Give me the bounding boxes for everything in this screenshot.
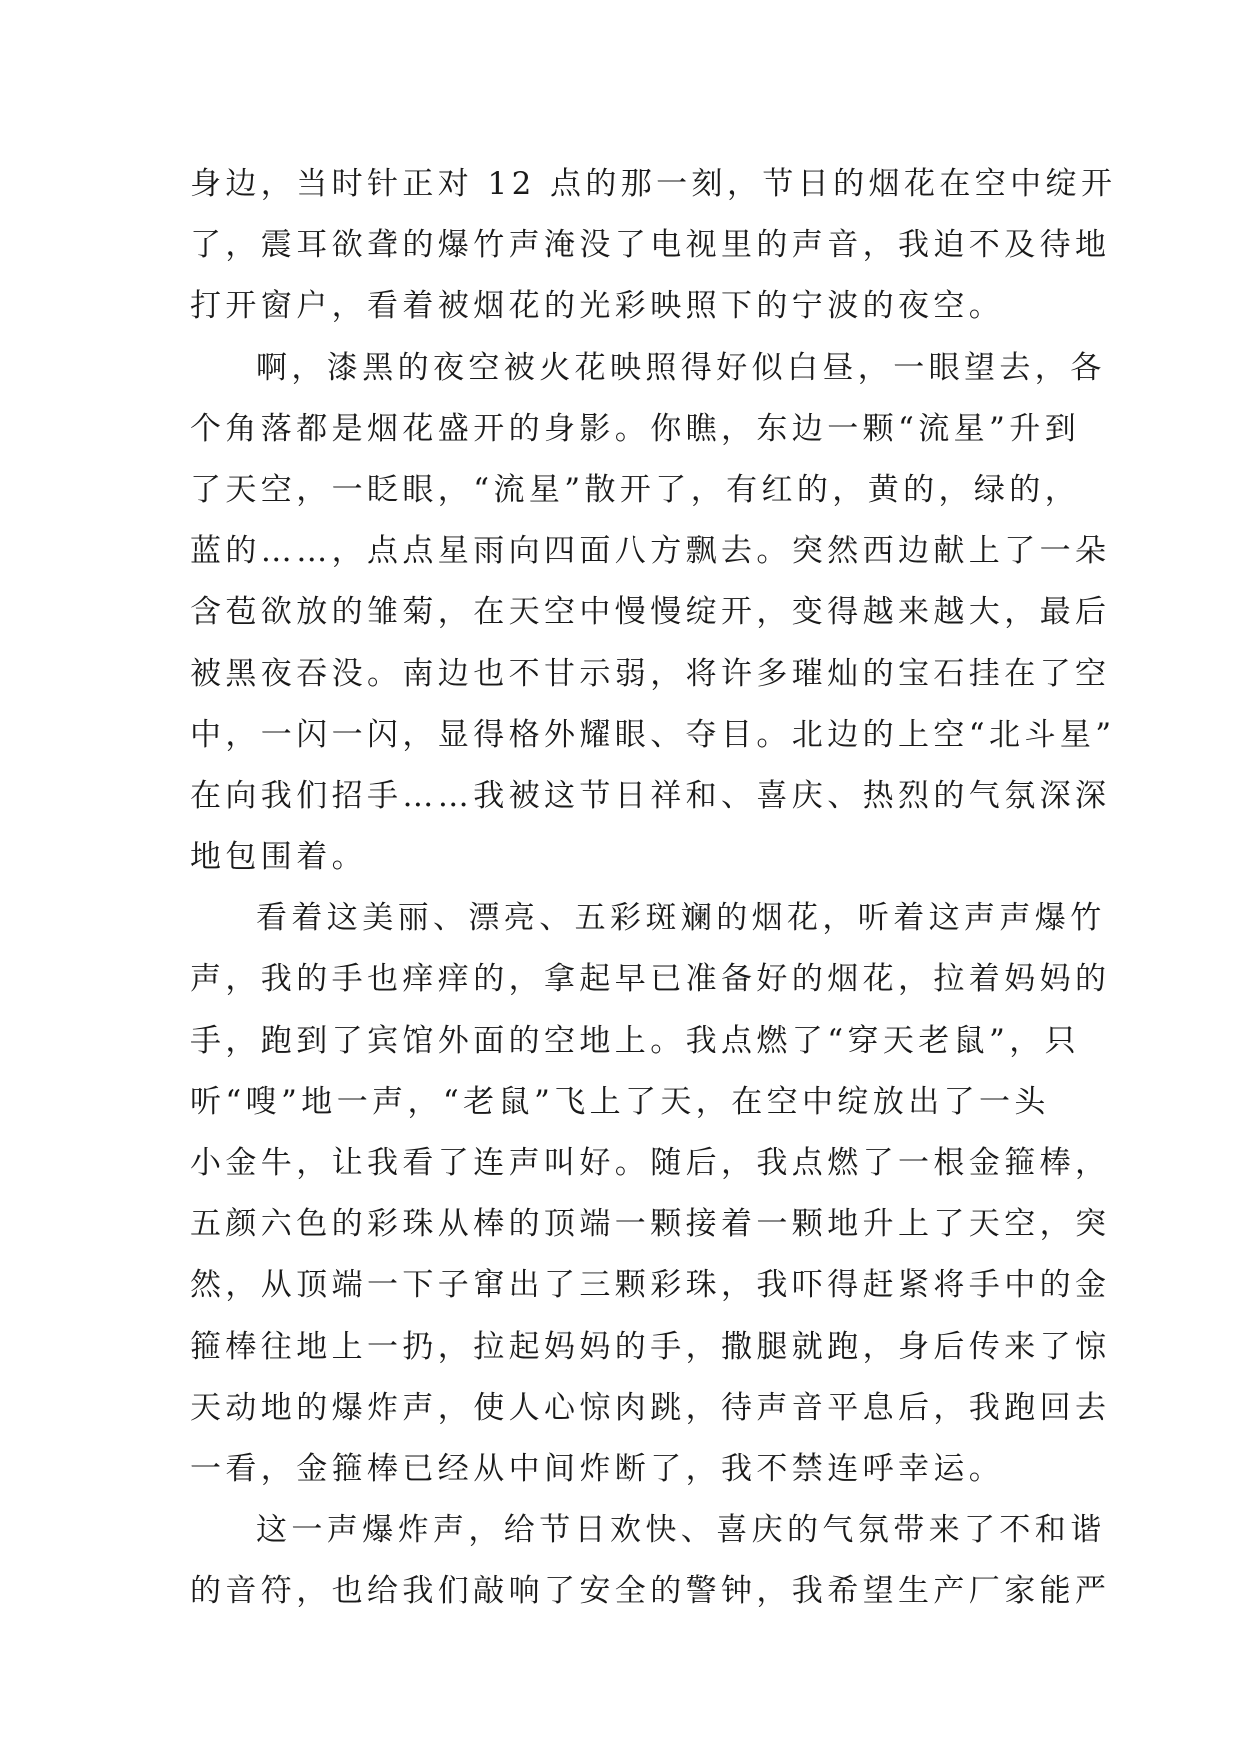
text-line: 蓝的……，点点星雨向四面八方飘去。突然西边献上了一朵 [190, 533, 1111, 570]
text-line: 身边，当时针正对 12 点的那一刻，节日的烟花在空中绽开 [190, 166, 1117, 202]
text-line: 手，跑到了宾馆外面的空地上。我点燃了“穿天老鼠”，只 [190, 1022, 1081, 1059]
text-line: 个角落都是烟花盛开的身影。你瞧，东边一颗“流星”升到 [190, 410, 1081, 447]
text-line: 了，震耳欲聋的爆竹声淹没了电视里的声音，我迫不及待地 [190, 227, 1111, 264]
text-line: 中，一闪一闪，显得格外耀眼、夺目。北边的上空“北斗星” [190, 716, 1116, 753]
text-line: 一看，金箍棒已经从中间炸断了，我不禁连呼幸运。 [190, 1450, 1005, 1487]
text-line: 地包围着。 [190, 839, 367, 876]
body-text [190, 154, 1117, 1623]
text-line: 打开窗户，看着被烟花的光彩映照下的宁波的夜空。 [190, 288, 1005, 325]
text-line: 被黑夜吞没。南边也不甘示弱，将许多璀灿的宝石挂在了空 [190, 655, 1111, 692]
text-line: 然，从顶端一下子窜出了三颗彩珠，我吓得赶紧将手中的金 [190, 1267, 1111, 1304]
text-line: 声，我的手也痒痒的，拿起早已准备好的烟花，拉着妈妈的 [190, 961, 1111, 998]
text-line: 的音符，也给我们敲响了安全的警钟，我希望生产厂家能严 [190, 1573, 1111, 1610]
paragraph-first-line: 看着这美丽、漂亮、五彩斑斓的烟花，听着这声声爆竹 [256, 900, 1106, 937]
text-line: 箍棒往地上一扔，拉起妈妈的手，撒腿就跑，身后传来了惊 [190, 1328, 1111, 1365]
text-line: 含苞欲放的雏菊，在天空中慢慢绽开，变得越来越大，最后 [190, 594, 1111, 631]
paragraph-first-line: 啊，漆黑的夜空被火花映照得好似白昼，一眼望去，各 [256, 349, 1106, 386]
text-line: 五颜六色的彩珠从棒的顶端一颗接着一颗地升上了天空，突 [190, 1206, 1111, 1243]
text-line: 天动地的爆炸声，使人心惊肉跳，待声音平息后，我跑回去 [190, 1389, 1111, 1426]
text-line: 小金牛，让我看了连声叫好。随后，我点燃了一根金箍棒， [190, 1145, 1111, 1181]
paragraph-first-line: 这一声爆炸声，给节日欢快、喜庆的气氛带来了不和谐 [256, 1512, 1106, 1549]
text-line: 了天空，一眨眼，“流星”散开了，有红的，黄的，绿的， [190, 471, 1081, 508]
text-line: 在向我们招手……我被这节日祥和、喜庆、热烈的气氛深深 [190, 777, 1111, 814]
text-line: 听“嗖”地一声，“老鼠”飞上了天，在空中绽放出了一头 [190, 1083, 1050, 1120]
